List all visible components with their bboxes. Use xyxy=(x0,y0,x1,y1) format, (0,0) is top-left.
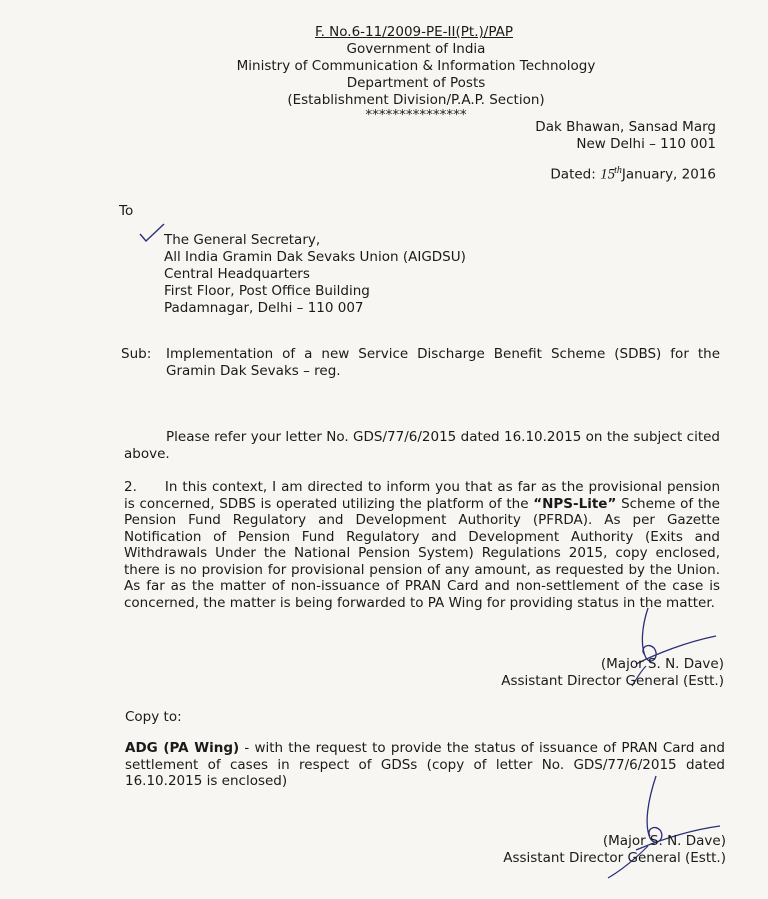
recipient-line: Padamnagar, Delhi – 110 007 xyxy=(164,300,364,316)
letterhead xyxy=(0,24,768,121)
paragraph-text: Scheme of the Pension Fund Regulatory and Development Authority (PFRDA). As per Gazette Notification of Pension Fund Regulatory and Development Authority (Exits and Withdrawals Under the National Pension System) Regulations 2015, copy enclosed, there is no provision for provisional pension of any amount, as requested by the Union. As far as the matter of non-issuance of PRAN Card and non-settlement of the case is concerned, the matter is being forwarded to PA Wing for providing status in the matter. xyxy=(124,495,720,611)
signatory-designation: Assistant Director General (Estt.) xyxy=(501,673,724,689)
signature-icon xyxy=(586,774,726,884)
copy-instructions: - with the request to provide the status of issuance of PRAN Card and settlement of cases in respect of GDSs (copy of letter No. GDS/77/6/2015 dated 16.10.2015 is enclosed) xyxy=(125,740,725,789)
recipient-line: The General Secretary, xyxy=(164,232,321,248)
date-rest: January, 2016 xyxy=(621,166,716,183)
recipient-line: All India Gramin Dak Sevaks Union (AIGDSU) xyxy=(164,249,466,265)
header-division: (Establishment Division/P.A.P. Section) xyxy=(287,92,545,108)
signature-block-2 xyxy=(503,833,726,867)
sender-address-line: New Delhi – 110 001 xyxy=(576,136,716,152)
signatory-designation: Assistant Director General (Estt.) xyxy=(503,850,726,866)
date-day: 15 xyxy=(600,166,616,183)
file-number: F. No.6-11/2009-PE-II(Pt.)/PAP xyxy=(315,24,513,40)
paragraph-text: In this context, I am directed to inform you that as far as the provisional pension is concerned, SDBS is operated utilizing the platform of the xyxy=(124,479,720,512)
recipient-address xyxy=(164,232,466,317)
recipient-line: First Floor, Post Office Building xyxy=(164,283,370,299)
body-paragraph-2 xyxy=(124,479,720,611)
header-ministry: Ministry of Communication & Information Technology xyxy=(236,58,596,74)
signatory-name: (Major S. N. Dave) xyxy=(602,833,726,849)
tick-mark-icon xyxy=(138,222,166,244)
signatory-name: (Major S. N. Dave) xyxy=(600,656,724,672)
copy-to-label: Copy to: xyxy=(125,709,182,725)
recipient-line: Central Headquarters xyxy=(164,266,310,282)
sender-address-line: Dak Bhawan, Sansad Marg xyxy=(535,119,716,135)
date-label: Dated: xyxy=(550,166,596,183)
letter-date xyxy=(550,162,716,184)
header-department: Department of Posts xyxy=(346,75,486,91)
subject-label: Sub: xyxy=(121,346,152,362)
sender-address xyxy=(535,119,716,153)
nps-lite-term: “NPS-Lite” xyxy=(533,495,617,512)
date-ordinal: th xyxy=(614,165,622,176)
body-paragraph-1: Please refer your letter No. GDS/77/6/2015 dated 16.10.2015 on the subject cited above. xyxy=(124,429,720,462)
subject-text: Implementation of a new Service Discharge Benefit Scheme (SDBS) for the Gramin Dak Sevaks – reg. xyxy=(166,346,720,379)
signature-block-1 xyxy=(501,656,724,690)
to-label: To xyxy=(119,203,134,219)
header-government: Government of India xyxy=(346,41,486,57)
paragraph-number: 2. xyxy=(124,479,137,495)
copy-recipient: ADG (PA Wing) xyxy=(125,740,240,756)
header-stars: *************** xyxy=(365,107,467,123)
